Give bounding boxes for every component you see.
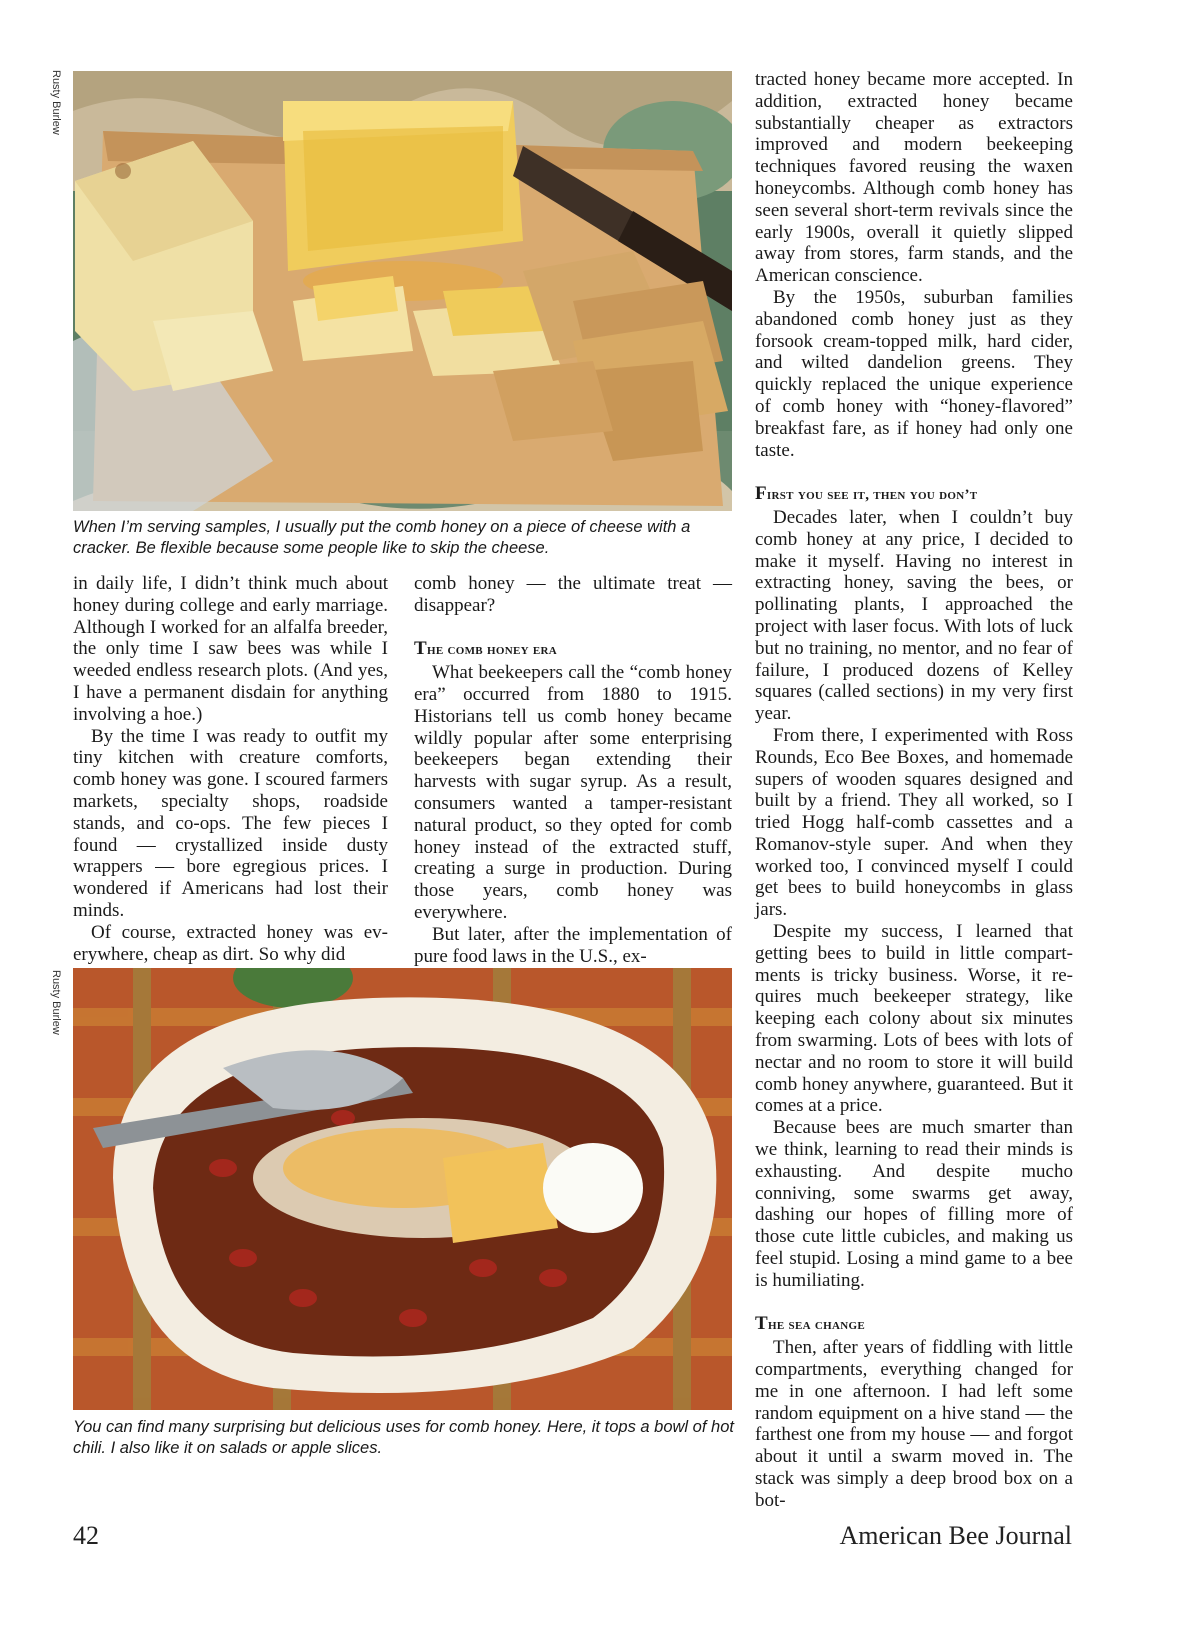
photo-credit-bottom: Rusty Burlew <box>50 970 62 1035</box>
paragraph: in daily life, I didn’t think much about honey during college and early marriage. Although I worked for an alfalfa breeder, the only time I saw bees was while I weeded endless research plots. (And yes, I have a permanent disdain for anything involving a hoe.) <box>73 573 388 725</box>
paragraph: Despite my success, I learned that getting bees to build in little compartments is tricky business. Worse, it requires much beekeeper strategy, like keeping each colony about six minutes from swarming. Lots of bees with lots of nectar and no room to store it will build comb honey anywhere, guaranteed. But it comes at a price. <box>755 921 1073 1117</box>
paragraph: By the 1950s, suburban families abandoned comb honey just as they forsook cream-topped milk, hard cider, and wilted dandelion greens. They quickly replaced the unique experience of comb honey with “honey-flavored” breakfast fare, as if honey had only one taste. <box>755 286 1073 461</box>
photo-comb-honey-cheese <box>73 71 732 511</box>
page-number: 42 <box>73 1521 99 1550</box>
section-heading: First you see it, then you don’t <box>755 483 978 505</box>
chili-comb-honey-image <box>73 968 732 1410</box>
photo-caption-top: When I’m serving samples, I usually put the comb honey on a piece of cheese with a cracker. Be flexible because some people like to skip the cheese. <box>73 518 691 557</box>
comb-honey-cheese-image <box>73 71 732 511</box>
paragraph: Of course, extracted honey was everywhere, cheap as dirt. So why did <box>73 921 388 965</box>
article-column-3 <box>755 69 1073 1512</box>
article-column-2 <box>414 573 732 967</box>
paragraph: Because bees are much smarter than we think, learning to read their minds is exhausting. And despite mucho conniving, some swarms get away, dashing our hopes of filling more of those cute little cubicles, and making us feel stupid. Losing a mind game to a bee is humiliating. <box>755 1117 1073 1291</box>
paragraph: Decades later, when I couldn’t buy comb honey at any price, I decided to make it myself. Having no interest in extracting honey, saving the bees, or pollinating plants, I approached the project with laser focus. With lots of luck but no training, no mentor, and no fear of failure, I produced dozens of Kelley squares (called sections) in my very first year. <box>755 506 1073 725</box>
section-heading: The sea change <box>755 1313 865 1335</box>
paragraph: What beekeepers call the “comb honey era” occurred from 1880 to 1915. Historians tell us comb honey became wildly popular after some enterprising beekeepers began extending their harvests with sugar syrup. As a result, consumers wanted a tamper-resistant natural product, so they opted for comb honey instead of the extracted stuff, creating a surge in production. During those years, comb honey was everywhere. <box>414 662 732 923</box>
section-heading: The comb honey era <box>414 638 558 660</box>
paragraph: From there, I experimented with Ross Rounds, Eco Bee Boxes, and homemade supers of wooden squares designed and built by a friend. They all worked, so I tried Hogg half-comb cassettes and a Romanov-style super. And when they worked too, I convinced myself I could get bees to build honeycombs in glass jars. <box>755 724 1073 921</box>
photo-caption-bottom: You can find many surprising but delicious uses for comb honey. Here, it tops a bowl of hot chili. I also like it on salads or apple slices. <box>73 1418 734 1457</box>
paragraph: tracted honey became more accepted. In addition, extracted honey became substantially cheaper as extractors improved and modern beekeeping techniques favored reusing the waxen honeycombs. Although comb honey has seen several short-term revivals since the early 1900s, overall it quietly slipped away from stores, farm stands, and the American conscience. <box>755 69 1073 287</box>
photo-chili-bowl <box>73 968 732 1410</box>
paragraph: Then, after years of fiddling with little compartments, everything changed for me in one afternoon. I had left some random equipment on a hive stand — the farthest one from my house — and forgot about it until a swarm moved in. The stack was simply a deep brood box on a bot- <box>755 1337 1073 1511</box>
journal-name: American Bee Journal <box>839 1521 1072 1550</box>
article-column-1 <box>73 573 388 965</box>
paragraph: But later, after the implementation of pure food laws in the U.S., ex- <box>414 923 732 967</box>
photo-credit-top: Rusty Burlew <box>50 70 62 135</box>
paragraph: By the time I was ready to outfit my tiny kitchen with creature comforts, comb honey was gone. I scoured farmers markets, specialty shops, roadside stands, and co-ops. The few pieces I found — crystallized inside dusty wrappers — bore egregious prices. I wondered if Americans had lost their minds. <box>73 725 388 921</box>
paragraph: comb honey — the ultimate treat — disappear? <box>414 573 732 616</box>
